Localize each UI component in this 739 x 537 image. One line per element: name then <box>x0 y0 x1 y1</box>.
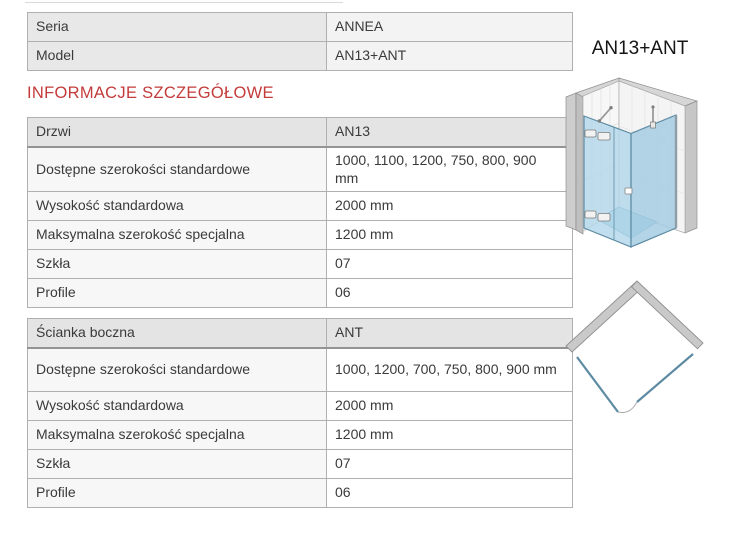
table-header-row <box>28 319 573 349</box>
door-swing-line <box>577 357 618 412</box>
table-row <box>28 192 573 221</box>
series-label: Seria <box>28 13 327 42</box>
table-row <box>28 450 573 479</box>
spec-label: Profile <box>28 279 327 308</box>
spec-value: 06 <box>327 279 573 308</box>
side-wall-spec-table <box>27 318 573 508</box>
table-row <box>28 421 573 450</box>
isometric-product-drawing <box>556 76 739 266</box>
glass-panel-line <box>637 354 693 402</box>
spec-value: 07 <box>327 450 573 479</box>
table-row <box>28 13 573 42</box>
spec-value: 2000 mm <box>327 192 573 221</box>
spec-value: 1200 mm <box>327 221 573 250</box>
product-model-title: AN13+ANT <box>591 38 689 59</box>
spec-label: Dostępne szerokości standardowe <box>28 147 327 192</box>
spec-header-label: Ścianka boczna <box>28 319 327 349</box>
table-row <box>28 250 573 279</box>
series-model-table <box>27 12 573 71</box>
table-row <box>28 479 573 508</box>
spec-label: Wysokość standardowa <box>28 392 327 421</box>
section-heading: INFORMACJE SZCZEGÓŁOWE <box>27 84 274 102</box>
table-row <box>28 221 573 250</box>
spec-value: 06 <box>327 479 573 508</box>
spec-value: 2000 mm <box>327 392 573 421</box>
spec-label: Szkła <box>28 250 327 279</box>
spec-label: Szkła <box>28 450 327 479</box>
glass-side-panel <box>631 115 676 247</box>
spec-value: 07 <box>327 250 573 279</box>
table-header-row <box>28 118 573 148</box>
spec-label: Maksymalna szerokość specjalna <box>28 221 327 250</box>
spec-header-value: AN13 <box>327 118 573 148</box>
spec-label: Maksymalna szerokość specjalna <box>28 421 327 450</box>
wall <box>632 281 704 349</box>
cropped-content-divider <box>25 2 343 3</box>
table-row <box>28 279 573 308</box>
spec-label: Wysokość standardowa <box>28 192 327 221</box>
series-value: ANNEA <box>327 13 573 42</box>
wall <box>566 281 643 352</box>
table-row <box>28 348 573 392</box>
door-swing-arc <box>618 402 637 413</box>
spec-header-label: Drzwi <box>28 118 327 148</box>
spec-header-value: ANT <box>327 319 573 349</box>
model-label: Model <box>28 42 327 71</box>
table-row <box>28 42 573 71</box>
spec-value: 1000, 1200, 700, 750, 800, 900 mm <box>327 348 573 392</box>
table-row <box>28 147 573 192</box>
spec-value: 1200 mm <box>327 421 573 450</box>
top-view-diagram <box>553 268 739 436</box>
spec-label: Profile <box>28 479 327 508</box>
door-handle <box>625 188 632 194</box>
door-spec-table <box>27 117 573 308</box>
spec-label: Dostępne szerokości standardowe <box>28 348 327 392</box>
table-row <box>28 392 573 421</box>
model-value: AN13+ANT <box>327 42 573 71</box>
spec-value: 1000, 1100, 1200, 750, 800, 900 mm <box>327 147 573 192</box>
